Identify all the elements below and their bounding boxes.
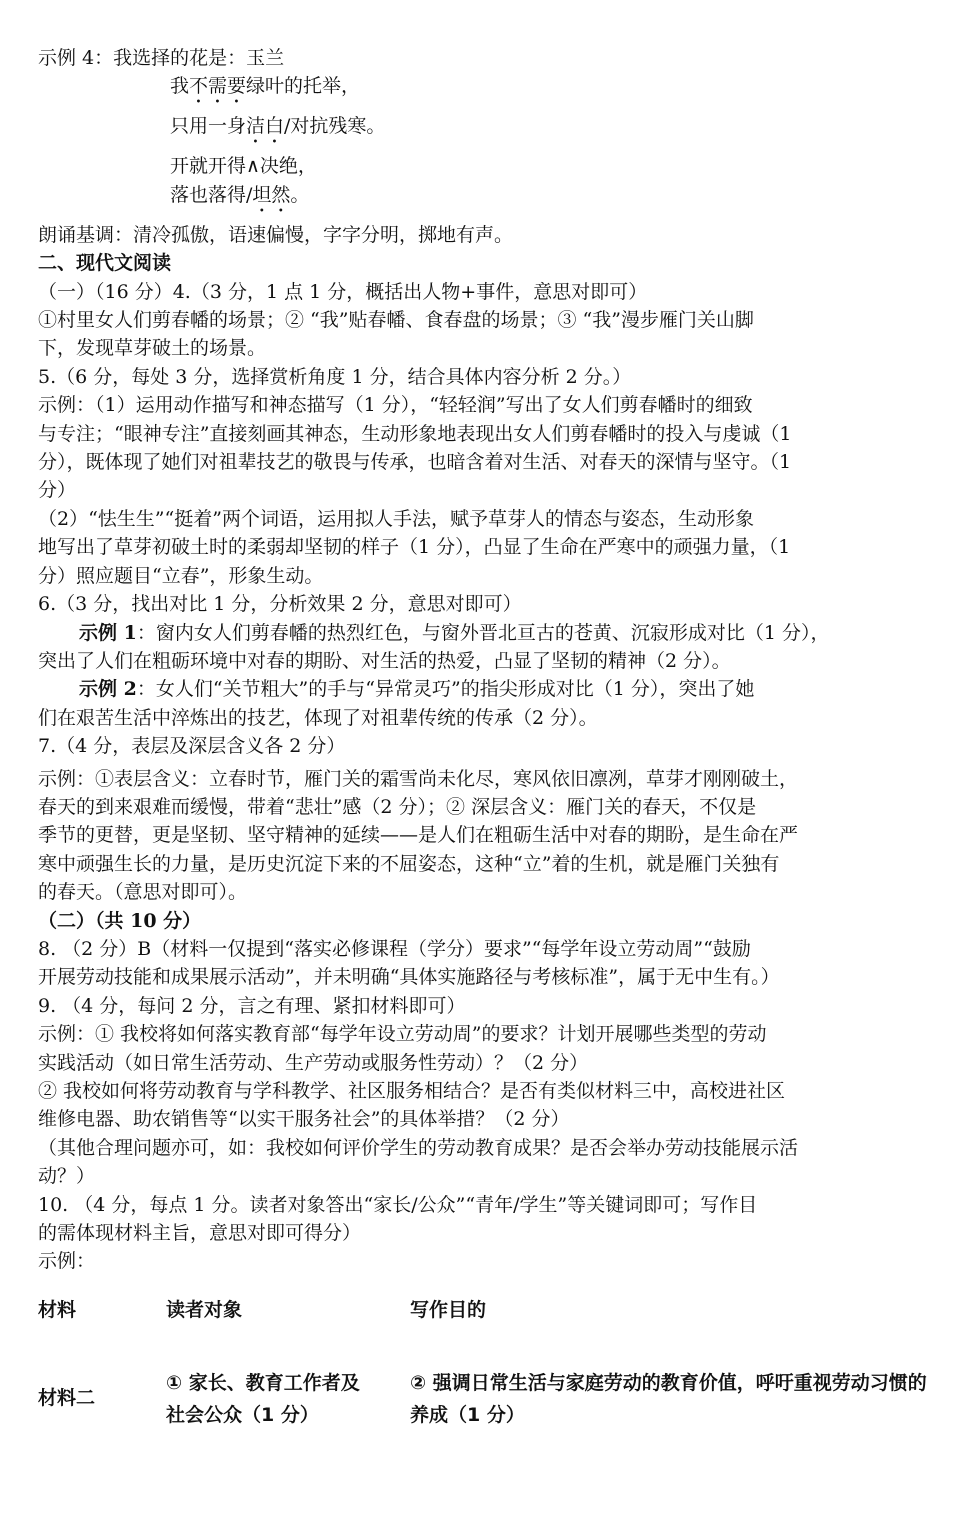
poem-line [38,72,918,108]
question-head: 5.（6 分，每处 3 分，选择赏析角度 1 分，结合具体内容分析 2 分。） [38,365,632,388]
poem-text: /对抗残寒。 [284,115,386,138]
question-head: 7.（4 分，表层及深层含义各 2 分） [38,735,346,758]
example-line [38,675,918,703]
answer-block [38,391,918,505]
example-text: ：女人们“关节粗大”的手与“异常灵巧”的指尖形成对比（1 分），突出了她 [136,678,755,701]
answer-block [38,793,918,907]
answer-line: 突出了人们在粗砺环境中对春的期盼、对生活的热爱，凸显了坚韧的精神（2 分）。 [38,649,731,672]
table-header: 材料 [38,1299,77,1321]
example-label: 示例 [38,767,77,790]
answer-line: ①村里女人们剪春幡的场景；② “我”贴春幡、食春盘的场景；③ “我”漫步雁门关山脚 [38,309,754,332]
section-title: 二、现代文阅读 [38,252,172,275]
answer-line: 春天的到来艰难而缓慢，带着“悲壮”感（2 分）；② 深层含义：雁门关的春天，不仅是 [38,795,757,818]
answer-line: 与专注；“眼神专注”直接刻画其神态，生动形象地表现出女人们剪春幡时的投入与虔诚（1 [38,422,792,445]
answer-line: 地写出了草芽初破土时的柔弱却坚韧的样子（1 分），凸显了生命在严寒中的顽强力量，（1 [38,536,791,559]
table-row [38,1367,928,1437]
emphasis-text: 坦然 [252,183,291,206]
poem-line [38,181,918,217]
answer-line: ② 我校如何将劳动教育与学科教学、社区服务相结合？是否有类似材料三中，高校进社区 [38,1080,786,1102]
answer-line: 示例：① 我校将如何落实教育部“每学年设立劳动周”的要求？计划开展哪些类型的劳动 [38,1023,767,1046]
poem-text: 落也落得/ [170,183,253,206]
answer-line: 的春天。（意思对即可）。 [38,881,248,904]
reading-tone: 朗诵基调：清冷孤傲，语速偏慢，字字分明，掷地有声。 [38,223,514,246]
section-subtitle: （二）（共 10 分） [38,909,202,932]
answer-line: 开展劳动技能和成果展示活动”，并未明确“具体实施路径与考核标准”，属于无中生有。） [38,966,780,989]
question-head: （一）（16 分）4.（3 分，1 点 1 分，概括出人物+事件，意思对即可） [38,280,648,303]
table-header-row [38,1295,928,1335]
example-line [38,619,918,647]
table-header: 读者对象 [166,1299,243,1321]
answer-block [38,1191,918,1276]
table-header: 写作目的 [410,1299,487,1321]
answer-line: 动？） [38,1165,96,1188]
poem-line: 开就开得∧决绝， [170,155,317,178]
answer-block [38,505,918,590]
answer-line: 实践活动（如日常生活劳动、生产劳动或服务性劳动）？（2 分） [38,1051,589,1074]
answer-table [38,1295,928,1426]
example-label: 示例 1 [79,621,137,644]
poem-text: 绿叶的托举， [246,75,361,98]
poem-text: 只用一身 [170,115,247,138]
answer-block [38,1020,918,1190]
table-cell: ① 家长、教育工作者及社会公众（1 分） [166,1372,360,1426]
answer-line: 示例：（1）运用动作描写和神态描写（1 分），“轻轻润”写出了女人们剪春幡时的细致 [38,394,753,417]
poem-intro: 示例 4：我选择的花是：玉兰 [38,47,285,69]
emphasis-text: 不需要 [189,75,247,98]
emphasis-text: 洁白 [246,115,285,138]
question-head: 9. （4 分，每问 2 分，言之有理、紧扣材料即可） [38,994,466,1017]
answer-line: 分） [38,479,77,502]
answer-line: 维修电器、助农销售等“以实干服务社会”的具体举措？（2 分） [38,1108,570,1131]
poem-text: 我 [170,75,190,98]
answer-line: 寒中顽强生长的力量，是历史沉淀下来的不屈姿态，这种“立”着的生机，就是雁门关独有 [38,852,780,875]
answer-block [38,935,918,992]
answer-line: （其他合理问题亦可，如：我校如何评价学生的劳动教育成果？是否会举办劳动技能展示活 [38,1136,799,1159]
table-cell: ② 强调日常生活与家庭劳动的教育价值，呼吁重视劳动习惯的养成（1 分） [410,1372,927,1426]
answer-block [38,306,918,363]
answer-line: 的需体现材料主旨，意思对即可得分） [38,1222,362,1245]
answer-line: 下，发现草芽破土的场景。 [38,337,267,360]
poem-text: 。 [290,183,310,206]
example-label: 示例 2 [79,678,137,701]
answer-line: 示例： [38,1250,96,1273]
answer-line: 季节的更替，更是坚韧、坚守精神的延续——是人们在粗砺生活中对春的期盼，是生命在严 [38,824,799,847]
example-line [38,765,918,793]
answer-document [38,44,918,1276]
table-cell: 材料二 [38,1387,96,1409]
answer-line: 8. （2 分）B（材料一仅提到“落实必修课程（学分）要求”“每学年设立劳动周”“鼓励 [38,937,751,960]
answer-line: 们在艰苦生活中淬炼出的技艺，体现了对祖辈传统的传承（2 分）。 [38,706,598,729]
example-text: ：窗内女人们剪春幡的热烈红色，与窗外晋北亘古的苍黄、沉寂形成对比（1 分）， [136,621,830,644]
answer-line: 分）照应题目“立春”，形象生动。 [38,564,324,587]
poem-line [38,112,918,148]
example-text: ：①表层含义：立春时节，雁门关的霜雪尚未化尽，寒风依旧凛冽，草芽才刚刚破土， [76,767,799,790]
answer-line: 10. （4 分，每点 1 分。读者对象答出“家长/公众”“青年/学生”等关键词即可；写作目 [38,1193,758,1216]
question-head: 6.（3 分，找出对比 1 分，分析效果 2 分，意思对即可） [38,593,522,616]
answer-line: 分），既体现了她们对祖辈技艺的敬畏与传承，也暗含着对生活、对春天的深情与坚守。（1 [38,451,792,474]
answer-line: （2）“怯生生”“挺着”两个词语，运用拟人手法，赋予草芽人的情态与姿态，生动形象 [38,507,754,530]
